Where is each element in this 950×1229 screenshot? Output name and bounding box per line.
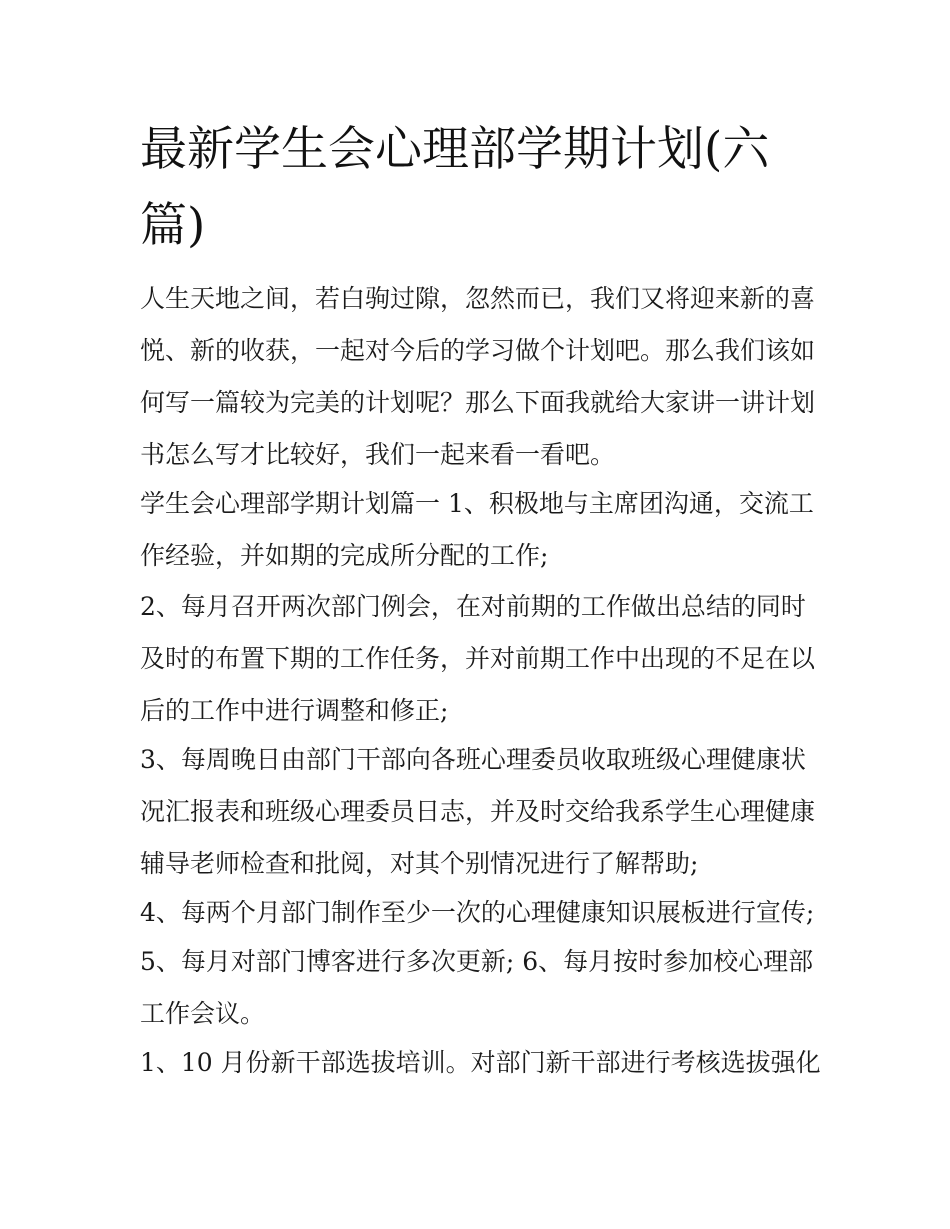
item-2-line-1: 2、每月召开两次部门例会，在对前期的工作做出总结的同时 — [140, 592, 806, 621]
item-2-line-3: 后的工作中进行调整和修正; — [140, 696, 449, 725]
title-line-2: 篇) — [140, 198, 206, 253]
item-4-line-1: 4、每两个月部门制作至少一次的心理健康知识展板进行宣传; — [140, 898, 815, 927]
section-one-line-1: 学生会心理部学期计划篇一 1、积极地与主席团沟通，交流工 — [140, 489, 814, 518]
intro-line-3: 何写一篇较为完美的计划呢？那么下面我就给大家讲一讲计划 — [140, 388, 816, 417]
intro-line-2: 悦、新的收获，一起对今后的学习做个计划吧。那么我们该如 — [140, 336, 816, 365]
item-2-line-2: 及时的布置下期的工作任务，并对前期工作中出现的不足在以 — [140, 644, 816, 673]
intro-line-1: 人生天地之间，若白驹过隙，忽然而已，我们又将迎来新的喜 — [140, 284, 816, 313]
item-3-line-2: 况汇报表和班级心理委员日志，并及时交给我系学生心理健康 — [140, 797, 816, 826]
intro-line-4: 书怎么写才比较好，我们一起来看一看吧。 — [140, 440, 616, 469]
section-one-line-2: 作经验，并如期的完成所分配的工作; — [140, 541, 549, 570]
item-3-line-1: 3、每周晚日由部门干部向各班心理委员收取班级心理健康状 — [140, 745, 806, 774]
title-line-1: 最新学生会心理部学期计划(六 — [140, 122, 770, 177]
item-5-line-1: 5、每月对部门博客进行多次更新; 6、每月按时参加校心理部 — [140, 947, 814, 976]
page-title — [140, 112, 820, 264]
schedule-item-1-line-1: 1、10 月份新干部选拔培训。对部门新干部进行考核选拔强化 — [140, 1048, 821, 1077]
item-3-line-3: 辅导老师检查和批阅，对其个别情况进行了解帮助; — [140, 849, 699, 878]
item-5-line-2: 工作会议。 — [140, 999, 266, 1028]
